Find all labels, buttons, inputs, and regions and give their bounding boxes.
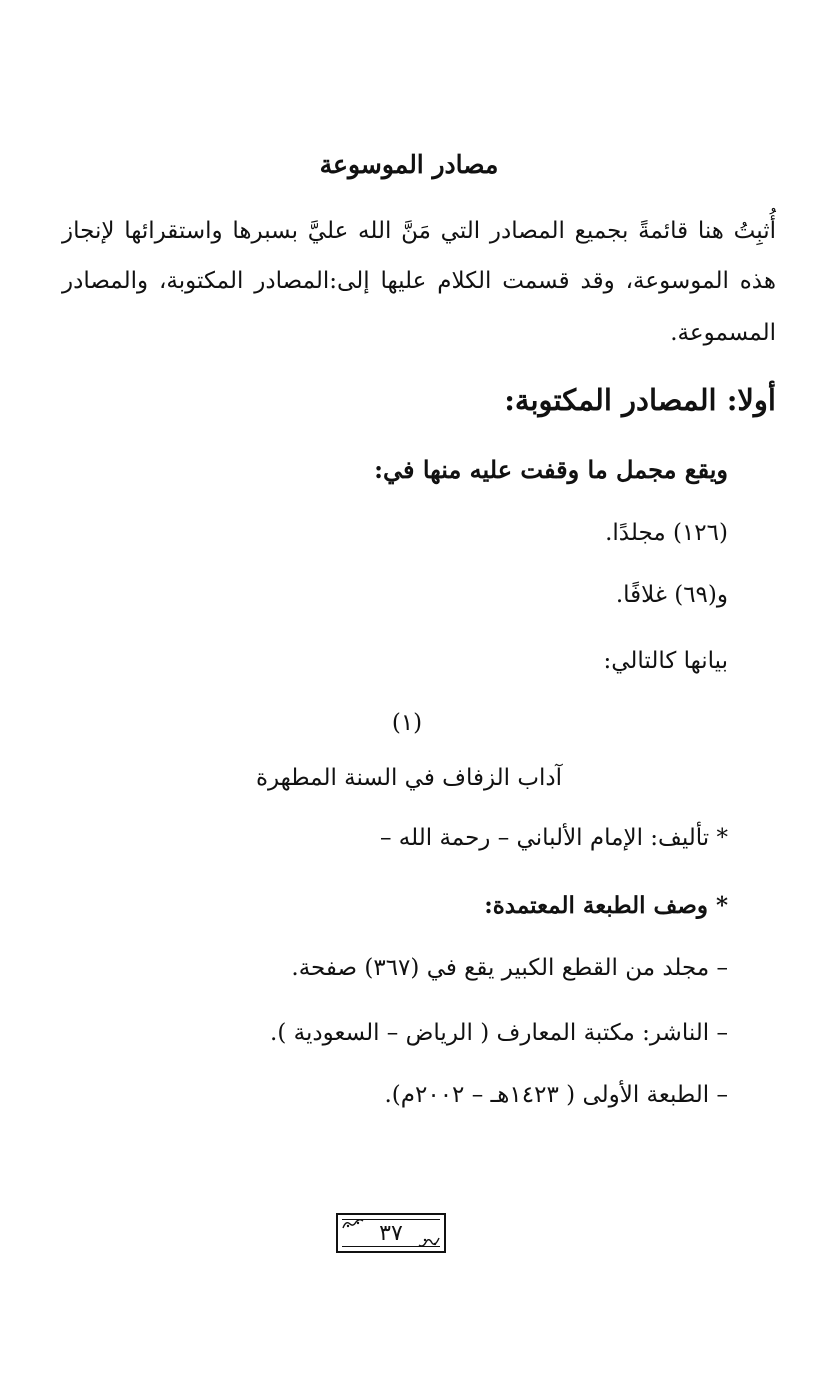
intro-paragraph-line-2: هذه الموسوعة، وقد قسمت الكلام عليها إلى:المصادر المكتوبة، والمصادر <box>62 268 776 294</box>
page-title: مصادر الموسوعة <box>319 150 499 179</box>
entry-title: آداب الزفاف في السنة المطهرة <box>255 765 563 791</box>
summary-lead: ويقع مجمل ما وقفت عليه منها في: <box>374 455 728 484</box>
intro-paragraph-line-1: أُثبِتُ هنا قائمةً بجميع المصادر التي مَنَّ الله عليَّ بسبرها واستقرائها لإنجاز <box>62 218 776 244</box>
cover-count: و(٦٩) غلافًا. <box>615 582 728 608</box>
edition-description-line: – الناشر: مكتبة المعارف ( الرياض – السعودية ). <box>270 1020 728 1046</box>
page-number: ٣٧ <box>379 1221 403 1246</box>
edition-description-line: – مجلد من القطع الكبير يقع في (٣٦٧) صفحة. <box>291 955 728 981</box>
page-number-frame <box>336 1213 446 1253</box>
section-heading: أولا: المصادر المكتوبة: <box>504 383 776 417</box>
edition-heading: * وصف الطبعة المعتمدة: <box>484 892 728 919</box>
volume-count: (١٢٦) مجلدًا. <box>605 520 728 546</box>
intro-paragraph-line-3: المسموعة. <box>670 320 776 346</box>
entry-author: * تأليف: الإمام الألباني – رحمة الله – <box>380 825 728 851</box>
edition-description-line: – الطبعة الأولى ( ١٤٢٣هـ – ٢٠٠٢م). <box>384 1082 728 1108</box>
details-lead: بيانها كالتالي: <box>603 648 728 674</box>
entry-number: (١) <box>391 710 423 736</box>
